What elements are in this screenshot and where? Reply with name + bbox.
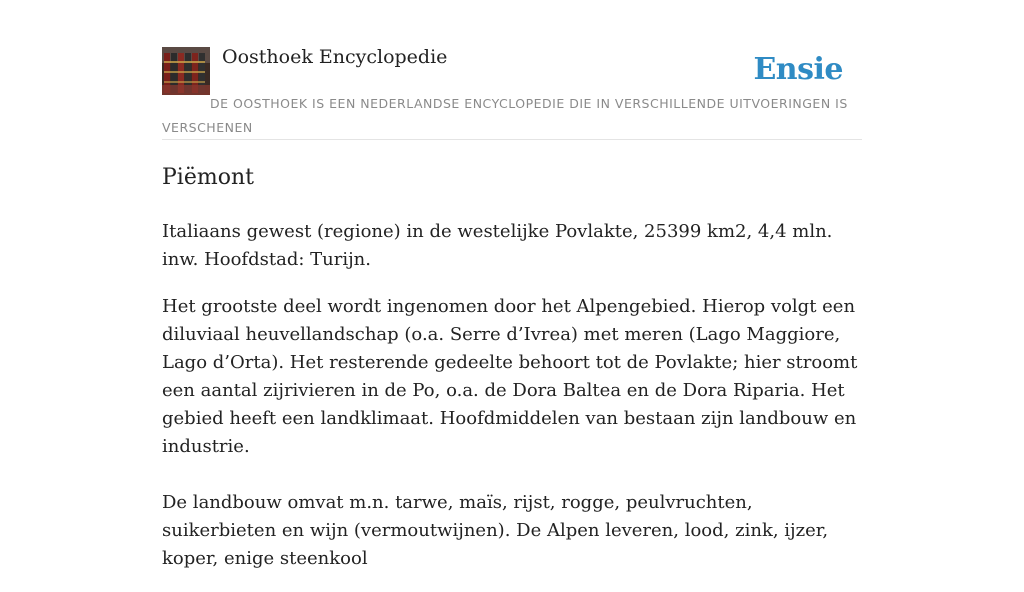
article-paragraph-geography: Het grootste deel wordt ingenomen door het Alpengebied. Hierop volgt een diluviaal heuvellandschap (o.a. Serre d’Ivrea) met meren (Lago Maggiore, Lago d’Orta). Het resterende gedeelte behoort tot de Povlakte; hier stroomt een aantal zijrivieren in de Po, o.a. de Dora Baltea en de Dora Riparia. Het gebied heeft een landklimaat. Hoofdmiddelen van bestaan zijn landbouw en industrie. [162,296,858,457]
article-paragraph-agriculture: De landbouw omvat m.n. tarwe, maïs, rijst, rogge, peulvruchten, suikerbieten en wijn (vermoutwijnen). De Alpen leveren, lood, zink, ijzer, koper, enige steenkool [162,492,829,569]
paragraph-spacer [162,461,866,470]
brand-logo[interactable]: Ensie [753,52,843,87]
article [162,160,866,592]
source-title[interactable]: Oosthoek Encyclopedie [222,46,448,68]
book-spines-icon[interactable] [162,47,210,95]
article-title: Piëmont [162,165,254,190]
article-paragraph-intro: Italiaans gewest (regione) in de westelijke Povlakte, 25399 km2, 4,4 mln. inw. Hoofdstad: Turijn. [162,221,833,270]
source-tagline: DE OOSTHOEK IS EEN NEDERLANDSE ENCYCLOPEDIE DIE IN VERSCHILLENDE UITVOERINGEN IS VERSCHENEN [162,96,848,135]
header [162,44,862,140]
